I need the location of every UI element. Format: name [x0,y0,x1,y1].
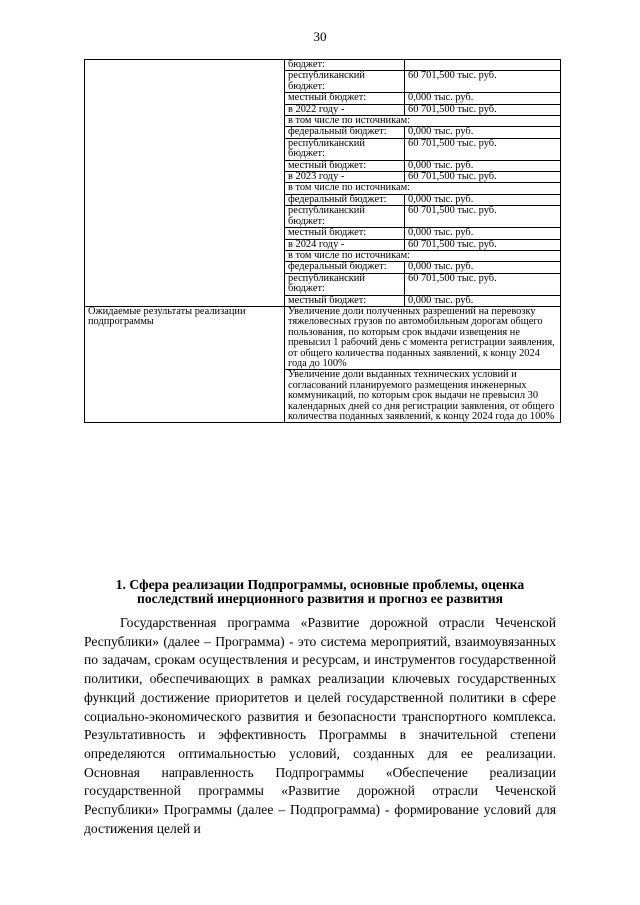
year-label: в 2022 году - [285,104,405,115]
section-heading: 1. Сфера реализации Подпрограммы, основные проблемы, оценка последствий инерционного развития и прогноз ее развития [115,577,525,606]
amount-value: 60 701,500 тыс. руб. [405,138,561,160]
amount-value: 60 701,500 тыс. руб. [405,206,561,228]
empty-label-cell [85,60,285,307]
amount-value: 60 701,500 тыс. руб. [405,71,561,93]
source-label: местный бюджет: [285,160,405,171]
page-number: 30 [313,29,327,44]
year-label: в 2024 году - [285,239,405,250]
passport-table-body [85,60,561,423]
sources-subheader: в том числе по источникам: [285,116,561,127]
amount-value [405,60,561,71]
year-total-value: 60 701,500 тыс. руб. [405,104,561,115]
source-label: местный бюджет: [285,93,405,104]
amount-value: 0,000 тыс. руб. [405,228,561,239]
results-label: Ожидаемые результаты реализации подпрограммы [85,306,285,422]
amount-value: 0,000 тыс. руб. [405,295,561,306]
source-label: республиканский бюджет: [285,71,405,93]
sources-subheader: в том числе по источникам: [285,250,561,261]
source-label: республиканский бюджет: [285,206,405,228]
year-total-value: 60 701,500 тыс. руб. [405,239,561,250]
source-label: республиканский бюджет: [285,273,405,295]
result-item: Увеличение доли выданных технических условий и согласований планируемого размещения инженерных коммуникаций, по которым срок выдачи не превысил 30 календарных дней со дня регистрации заявления, от общего количества поданных заявлений, к концу 2024 года до 100% [285,370,561,423]
passport-table [84,59,561,423]
sources-subheader: в том числе по источникам: [285,183,561,194]
amount-value: 60 701,500 тыс. руб. [405,273,561,295]
amount-value: 0,000 тыс. руб. [405,160,561,171]
source-label: федеральный бюджет: [285,262,405,273]
source-label: федеральный бюджет: [285,127,405,138]
body-paragraph: Государственная программа «Развитие дорожной отрасли Чеченской Республики» (далее – Программа) - это система мероприятий, взаимоувязанных по задачам, срокам осуществления и ресурсам, и инструментов государственной политики, обеспечивающих в рамках реализации ключевых государственных функций достижение приоритетов и целей государственной политики в сфере социально-экономического развития и безопасности транспортного комплекса. Результативность и эффективность Программы в значительной степени определяются оптимальностью условий, созданных для ее реализации. Основная направленность Подпрограммы «Обеспечение реализации государственной программы «Развитие дорожной отрасли Чеченской Республики» Программы (далее – Подпрограмма) - формирование условий для достижения целей и [84,615,556,836]
source-label: местный бюджет: [285,228,405,239]
amount-value: 0,000 тыс. руб. [405,127,561,138]
year-label: в 2023 году - [285,172,405,183]
source-label: местный бюджет: [285,295,405,306]
amount-value: 0,000 тыс. руб. [405,262,561,273]
table-row [85,306,561,369]
source-label: республиканский бюджет: [285,138,405,160]
amount-value: 0,000 тыс. руб. [405,93,561,104]
source-label: федеральный бюджет: [285,194,405,205]
amount-value: 0,000 тыс. руб. [405,194,561,205]
result-item: Увеличение доли полученных разрешений на перевозку тяжеловесных грузов по автомобильным дорогам общего пользования, по которым срок выдачи извещения не превысил 1 рабочий день с момента регистрации заявления, от общего количества поданных заявлений, к концу 2024 года до 100% [285,306,561,369]
source-label: бюджет: [285,60,405,71]
table-row [85,60,561,71]
year-total-value: 60 701,500 тыс. руб. [405,172,561,183]
